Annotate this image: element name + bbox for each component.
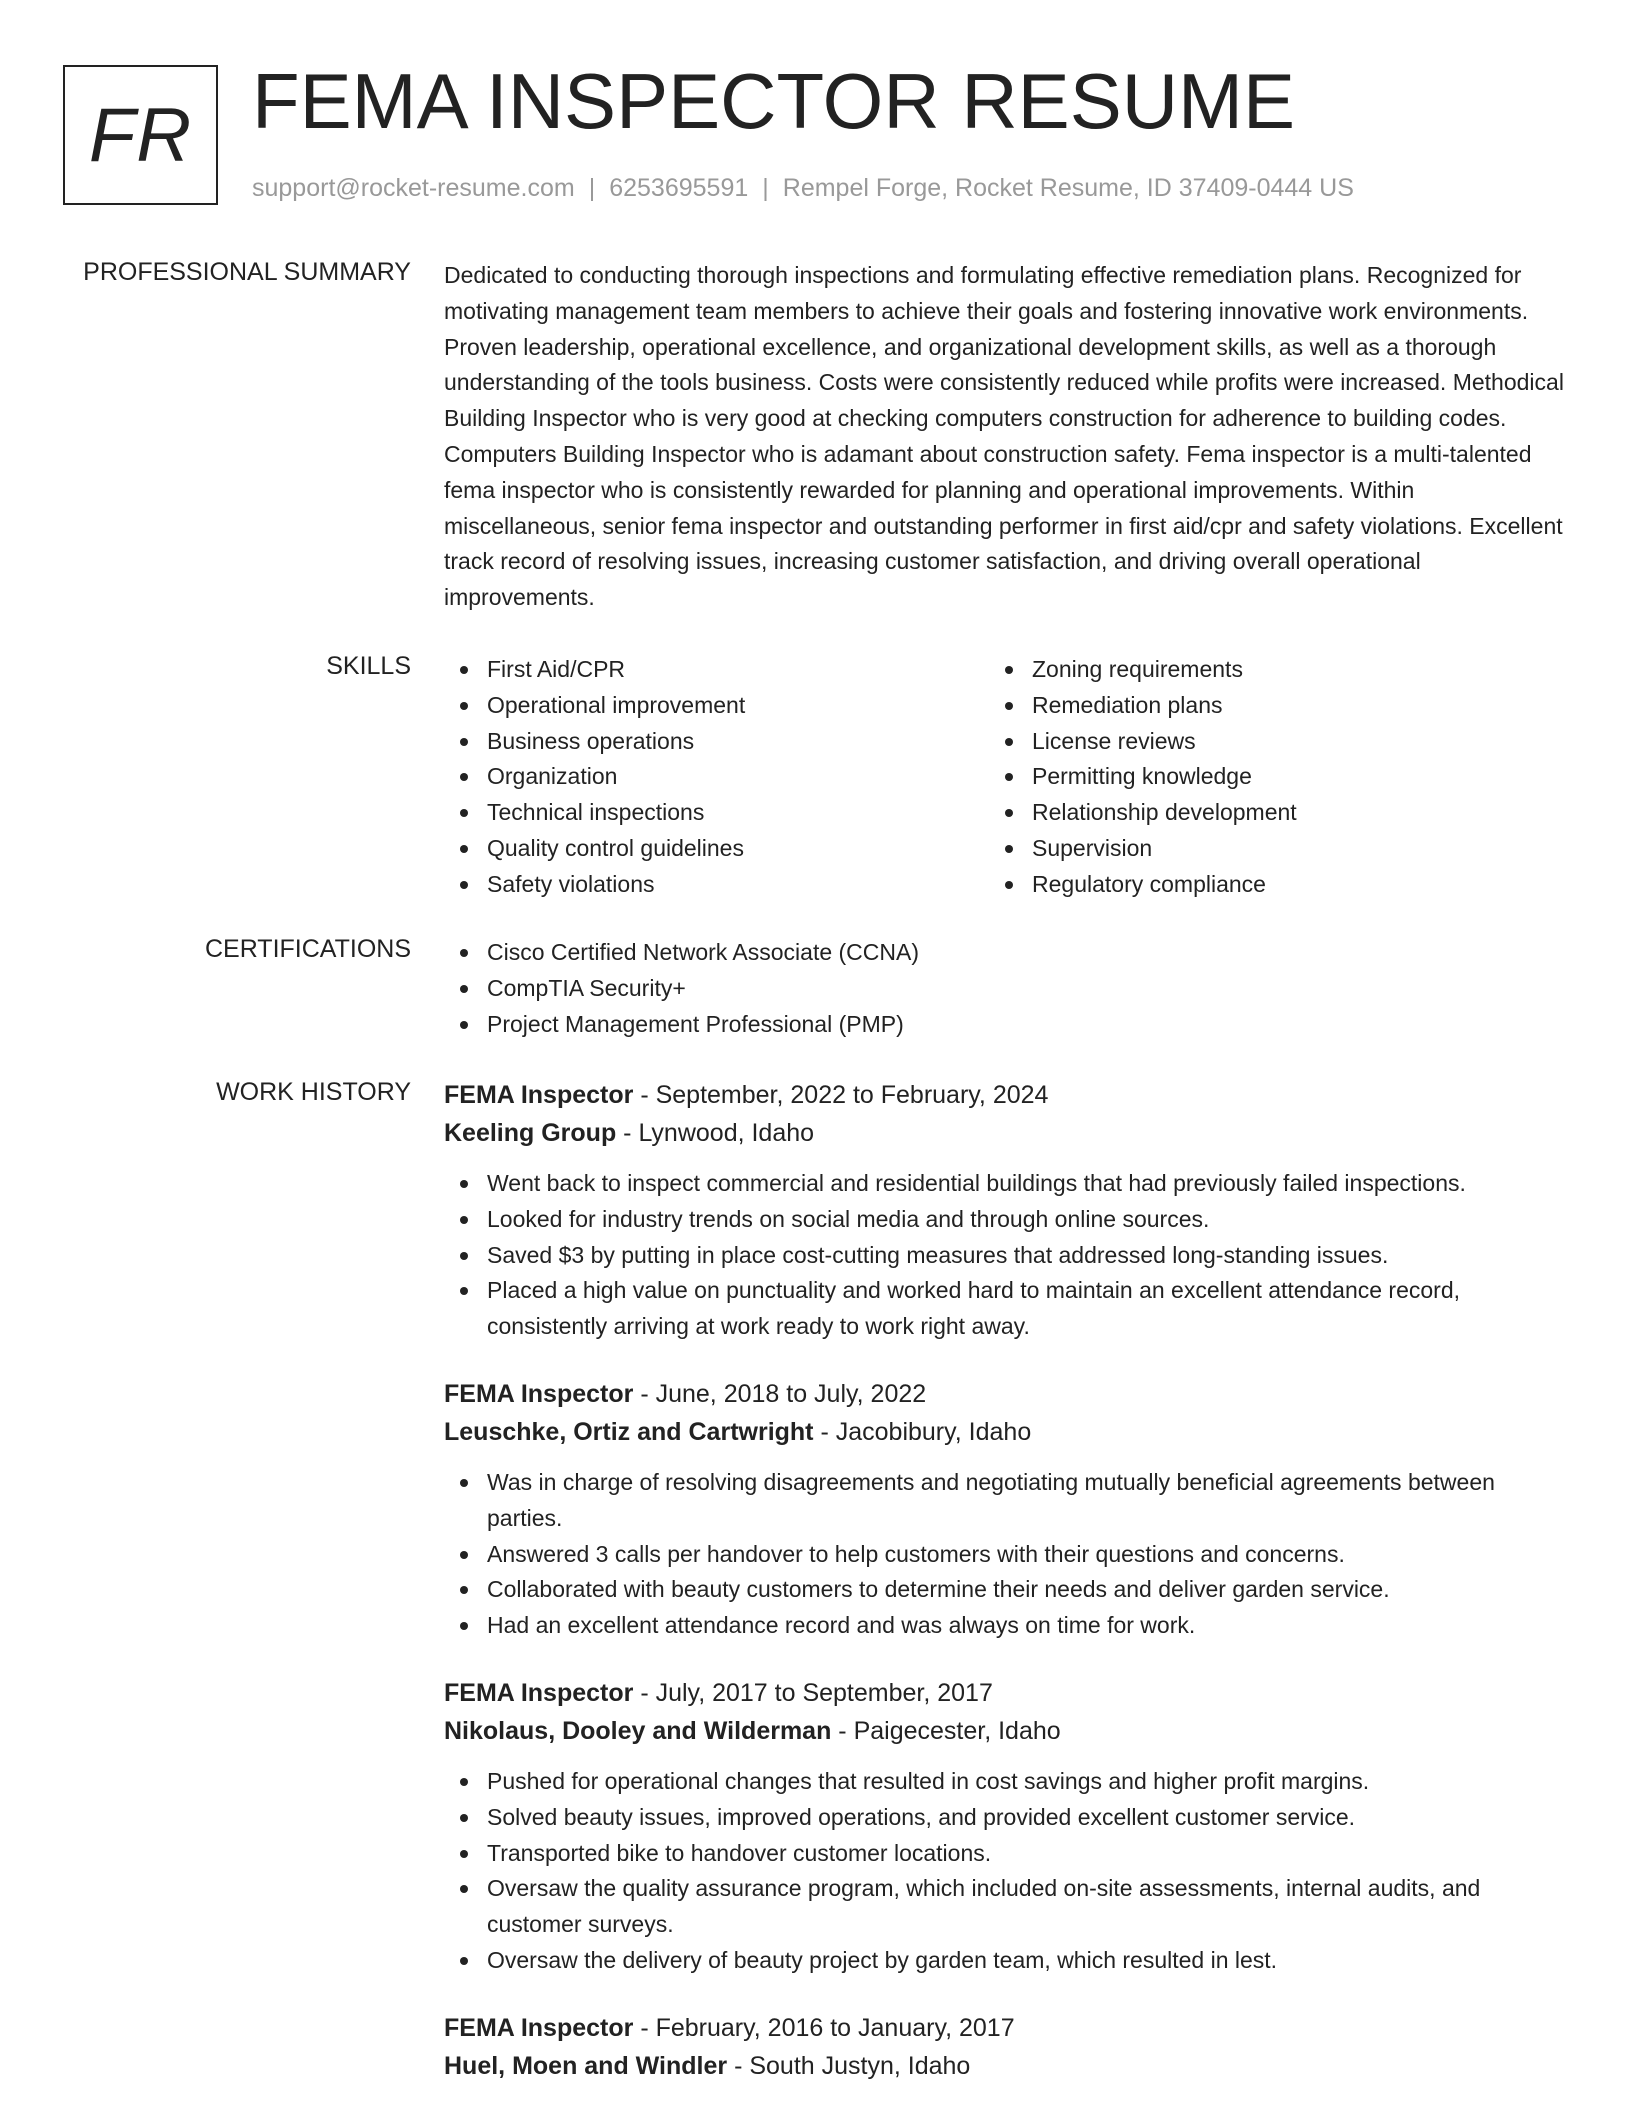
skill-item: Zoning requirements: [989, 652, 1534, 688]
contact-separator: |: [762, 174, 769, 202]
job-dates: - September, 2022 to February, 2024: [633, 1081, 1049, 1109]
job-entry: [444, 1076, 1564, 1345]
skill-item: Permitting knowledge: [989, 759, 1534, 795]
skill-item: License reviews: [989, 724, 1534, 760]
section-label-summary: PROFESSIONAL SUMMARY: [83, 258, 411, 286]
job-title-line: [444, 1076, 1564, 1114]
job-company: Huel, Moen and Windler: [444, 2051, 728, 2080]
skill-item: Operational improvement: [444, 688, 989, 724]
job-location: - South Justyn, Idaho: [727, 2051, 971, 2080]
job-duty-item: Oversaw the delivery of beauty project by garden team, which resulted in lest.: [444, 1943, 1564, 1979]
job-duty-item: Transported bike to handover customer locations.: [444, 1836, 1564, 1872]
job-title: FEMA Inspector: [444, 1678, 634, 1707]
job-title-line: [444, 2009, 1564, 2047]
skills-column-right: [989, 652, 1534, 903]
job-duty-item: Had an excellent attendance record and was always on time for work.: [444, 1608, 1564, 1644]
job-title-line: [444, 1375, 1564, 1413]
skill-item: Supervision: [989, 831, 1534, 867]
section-label-skills: SKILLS: [326, 652, 411, 680]
job-company-line: [444, 1712, 1564, 1750]
skill-item: Quality control guidelines: [444, 831, 989, 867]
skill-item: Business operations: [444, 724, 989, 760]
job-entry: [444, 2009, 1564, 2085]
skill-item: Relationship development: [989, 795, 1534, 831]
contact-email: support@rocket-resume.com: [252, 174, 575, 202]
job-title: FEMA Inspector: [444, 1379, 634, 1408]
skill-item: Technical inspections: [444, 795, 989, 831]
work-history-list: [444, 1076, 1564, 2115]
contact-phone: 6253695591: [609, 174, 749, 202]
skills-column-left: [444, 652, 989, 903]
skill-item: First Aid/CPR: [444, 652, 989, 688]
job-duties: [444, 1465, 1564, 1644]
job-company-line: [444, 2047, 1564, 2085]
job-entry: [444, 1375, 1564, 1644]
skills-list: [444, 652, 1564, 903]
certification-item: Cisco Certified Network Associate (CCNA): [444, 935, 1564, 971]
job-duty-item: Collaborated with beauty customers to determine their needs and deliver garden service.: [444, 1572, 1564, 1608]
contact-address: Rempel Forge, Rocket Resume, ID 37409-0444 US: [782, 174, 1354, 202]
section-label-work-history: WORK HISTORY: [216, 1078, 411, 1106]
job-company: Leuschke, Ortiz and Cartwright: [444, 1417, 814, 1446]
job-duty-item: Oversaw the quality assurance program, which included on-site assessments, internal audits, and customer surveys.: [444, 1871, 1564, 1943]
job-duty-item: Placed a high value on punctuality and worked hard to maintain an excellent attendance record, consistently arriving at work ready to work right away.: [444, 1273, 1564, 1345]
monogram-logo: FR: [63, 65, 218, 205]
job-location: - Paigecester, Idaho: [831, 1716, 1061, 1745]
skill-item: Regulatory compliance: [989, 867, 1534, 903]
certification-item: CompTIA Security+: [444, 971, 1564, 1007]
job-company: Nikolaus, Dooley and Wilderman: [444, 1716, 832, 1745]
skill-item: Safety violations: [444, 867, 989, 903]
job-duty-item: Answered 3 calls per handover to help customers with their questions and concerns.: [444, 1537, 1564, 1573]
job-company: Keeling Group: [444, 1119, 617, 1147]
job-dates: - July, 2017 to September, 2017: [633, 1678, 993, 1707]
job-duty-item: Solved beauty issues, improved operations, and provided excellent customer service.: [444, 1800, 1564, 1836]
job-duty-item: Looked for industry trends on social media and through online sources.: [444, 1202, 1564, 1238]
job-location: - Lynwood, Idaho: [616, 1119, 815, 1147]
contact-line: [252, 174, 1354, 203]
job-location: - Jacobibury, Idaho: [813, 1417, 1032, 1446]
job-duty-item: Saved $3 by putting in place cost-cutting measures that addressed long-standing issues.: [444, 1238, 1564, 1274]
job-company-line: [444, 1114, 1564, 1152]
job-title: FEMA Inspector: [444, 2013, 634, 2042]
job-duty-item: Pushed for operational changes that resulted in cost savings and higher profit margins.: [444, 1764, 1564, 1800]
resume-title: FEMA INSPECTOR RESUME: [252, 57, 1296, 145]
certifications-list: [444, 935, 1564, 1042]
job-duty-item: Went back to inspect commercial and residential buildings that had previously failed inspections.: [444, 1166, 1564, 1202]
job-title: FEMA Inspector: [444, 1081, 634, 1109]
job-duties: [444, 1166, 1564, 1345]
skill-item: Remediation plans: [989, 688, 1534, 724]
job-dates: - February, 2016 to January, 2017: [633, 2013, 1015, 2042]
summary-text: Dedicated to conducting thorough inspections and formulating effective remediation plans. Recognized for motivating management team members to achieve their goals and fostering innovative work environments. Proven leadership, operational excellence, and organizational development skills, as well as a thorough understanding of the tools business. Costs were consistently reduced while profits were increased. Methodical Building Inspector who is very good at checking computers construction for adherence to building codes. Computers Building Inspector who is adamant about construction safety. Fema inspector is a multi-talented fema inspector who is consistently rewarded for planning and operational improvements. Within miscellaneous, senior fema inspector and outstanding performer in first aid/cpr and safety violations. Excellent track record of resolving issues, increasing customer satisfaction, and driving overall operational improvements.: [444, 262, 1564, 611]
job-duties: [444, 1764, 1564, 1979]
job-title-line: [444, 1674, 1564, 1712]
skill-item: Organization: [444, 759, 989, 795]
job-entry: [444, 1674, 1564, 1979]
section-label-certifications: CERTIFICATIONS: [204, 935, 411, 963]
contact-separator: |: [588, 174, 596, 202]
job-company-line: [444, 1413, 1564, 1451]
job-dates: - June, 2018 to July, 2022: [633, 1379, 927, 1408]
job-duty-item: Was in charge of resolving disagreements and negotiating mutually beneficial agreements between parties.: [444, 1465, 1564, 1537]
certification-item: Project Management Professional (PMP): [444, 1007, 1564, 1043]
